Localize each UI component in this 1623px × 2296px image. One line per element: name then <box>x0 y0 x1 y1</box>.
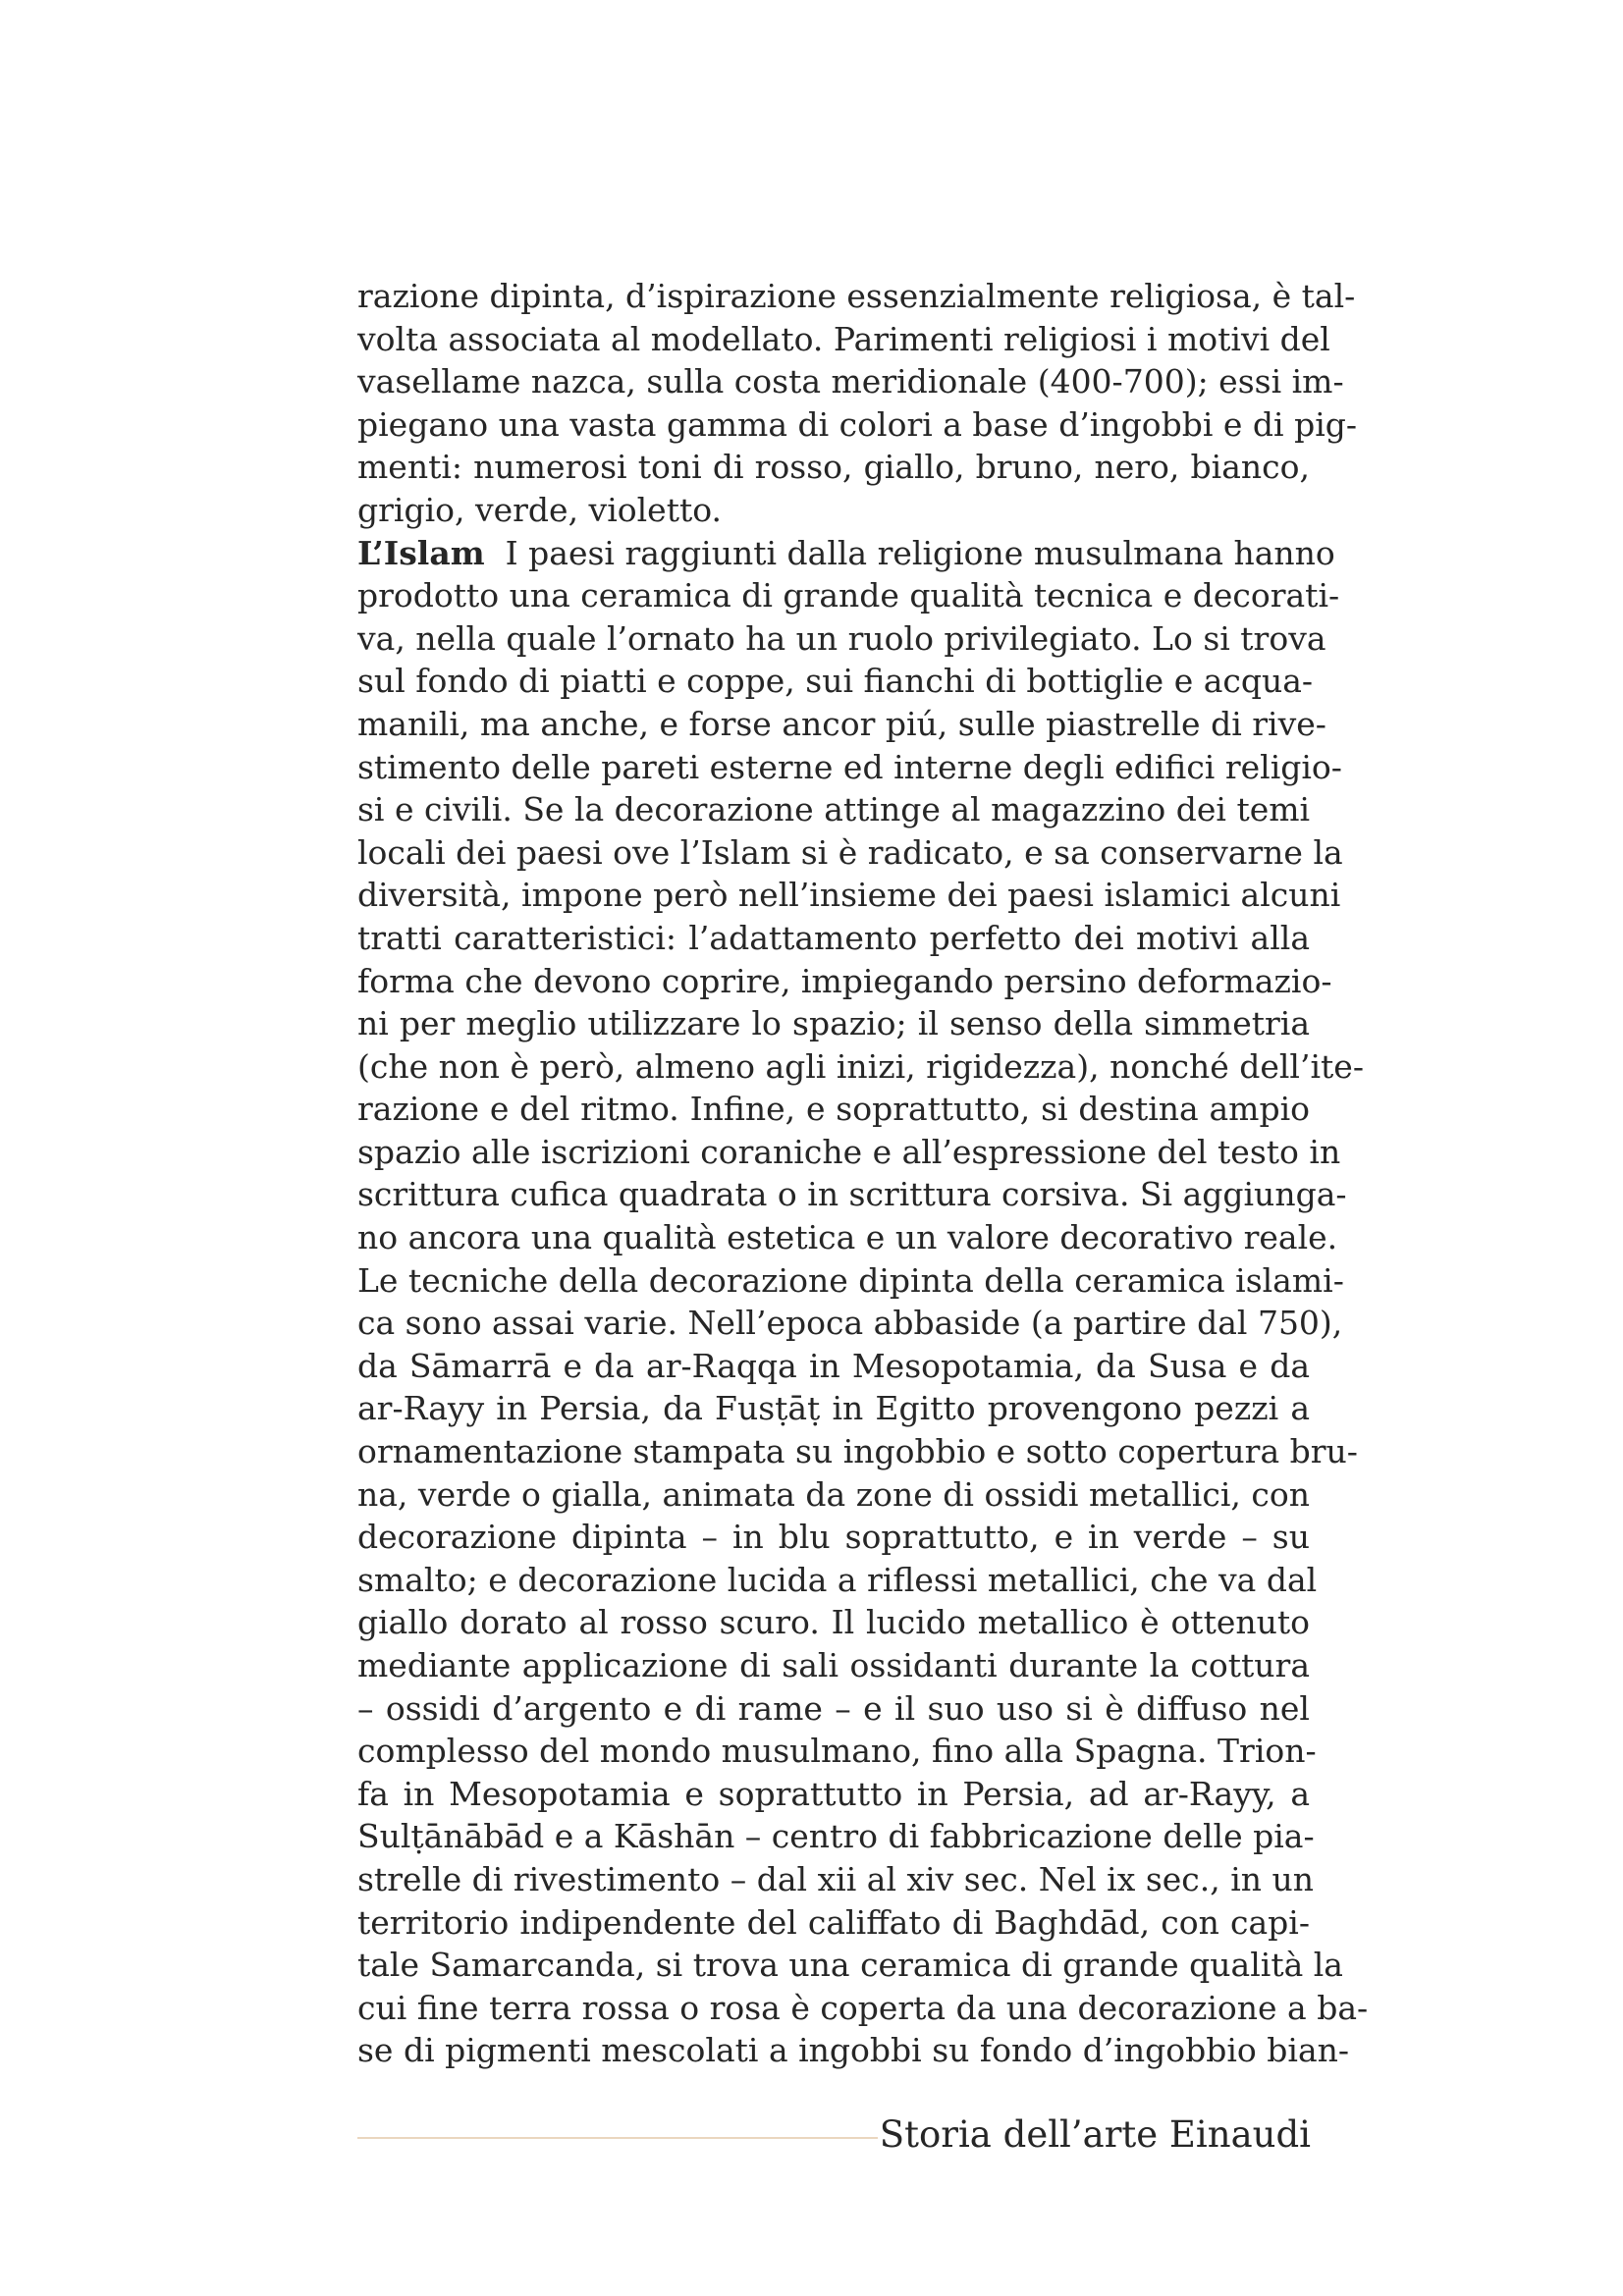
text-line: decorazione dipinta – in blu soprattutto, e in verde – su <box>357 1518 1310 1557</box>
text-line: grigio, verde, violetto. <box>357 490 723 529</box>
text-line: si e civili. Se la decorazione attinge al magazzino dei temi <box>357 790 1311 829</box>
text-line: smalto; e decorazione lucida a riflessi metallici, che va dal <box>357 1560 1318 1599</box>
text-line: strelle di rivestimento – dal xii al xiv sec. Nel ix sec., in un <box>357 1859 1315 1898</box>
footer-title: Storia dell’arte Einaudi <box>879 2113 1311 2156</box>
section-heading: L’Islam <box>357 533 485 572</box>
text-line: diversità, impone però nell’insieme dei paesi islamici alcuni <box>357 876 1341 915</box>
text-line: territorio indipendente del califfato di Baghdād, con capi- <box>357 1902 1310 1942</box>
text-line: mediante applicazione di sali ossidanti durante la cottura <box>357 1646 1310 1684</box>
text-line: complesso del mondo musulmano, fino alla Spagna. Trion- <box>357 1732 1317 1771</box>
text-line: ni per meglio utilizzare lo spazio; il senso della simmetria <box>357 1004 1310 1043</box>
text-line: piegano una vasta gamma di colori a base d’ingobbi e di pig- <box>357 404 1358 444</box>
text-line: ca sono assai varie. Nell’epoca abbaside (a partire dal 750), <box>357 1304 1343 1343</box>
text-line: scrittura cufica quadrata o in scrittura corsiva. Si aggiunga- <box>357 1175 1347 1214</box>
text-line: Le tecniche della decorazione dipinta della ceramica islami- <box>357 1260 1344 1300</box>
text-line: spazio alle iscrizioni coraniche e all’espressione del testo in <box>357 1132 1341 1171</box>
footer-divider <box>357 2137 878 2139</box>
text-line: tratti caratteristici: l’adattamento perfetto dei motivi alla <box>357 918 1310 957</box>
text-line: prodotto una ceramica di grande qualità tecnica e decorati- <box>357 576 1340 615</box>
text-line: manili, ma anche, e forse ancor piú, sulle piastrelle di rive- <box>357 704 1326 743</box>
text-line: sul fondo di piatti e coppe, sui fianchi di bottiglie e acqua- <box>357 662 1314 701</box>
text-line: – ossidi d’argento e di rame – e il suo uso si è diffuso nel <box>357 1688 1310 1728</box>
body-text <box>357 275 1369 2072</box>
text-line: razione e del ritmo. Infine, e soprattutto, si destina ampio <box>357 1090 1310 1129</box>
text-line: forma che devono coprire, impiegando persino deformazio- <box>357 961 1332 1000</box>
text-line: volta associata al modellato. Parimenti religiosi i motivi del <box>357 319 1330 358</box>
text-line: ornamentazione stampata su ingobbio e sotto copertura bru- <box>357 1432 1358 1471</box>
text-line: vasellame nazca, sulla costa meridionale (400-700); essi im- <box>357 362 1344 401</box>
text-line: da Sāmarrā e da ar-Raqqa in Mesopotamia, da Susa e da <box>357 1346 1310 1385</box>
text-line <box>357 532 1335 575</box>
text-line: cui fine terra rossa o rosa è coperta da una decorazione a ba- <box>357 1988 1369 2027</box>
text-line: razione dipinta, d’ispirazione essenzialmente religiosa, è tal- <box>357 277 1356 315</box>
text-line: Sulṭānābād e a Kāshān – centro di fabbricazione delle pia- <box>357 1817 1315 1856</box>
text-line: locali dei paesi ove l’Islam si è radicato, e sa conservarne la <box>357 832 1343 872</box>
text-line: giallo dorato al rosso scuro. Il lucido metallico è ottenuto <box>357 1603 1310 1642</box>
text-line: tale Samarcanda, si trova una ceramica di grande qualità la <box>357 1946 1343 1985</box>
text-line: stimento delle pareti esterne ed interne degli edifici religio- <box>357 747 1342 786</box>
text-line: ar-Rayy in Persia, da Fusṭāṭ in Egitto provengono pezzi a <box>357 1389 1310 1428</box>
text-line: fa in Mesopotamia e soprattutto in Persia, ad ar-Rayy, a <box>357 1774 1310 1813</box>
text-line: va, nella quale l’ornato ha un ruolo privilegiato. Lo si trova <box>357 618 1326 658</box>
text-line: se di pigmenti mescolati a ingobbi su fondo d’ingobbio bian- <box>357 2031 1350 2070</box>
text-line: menti: numerosi toni di rosso, giallo, bruno, nero, bianco, <box>357 448 1310 487</box>
text-line: (che non è però, almeno agli inizi, rigidezza), nonché dell’ite- <box>357 1046 1364 1086</box>
text-line: no ancora una qualità estetica e un valore decorativo reale. <box>357 1218 1338 1257</box>
text-line: na, verde o gialla, animata da zone di ossidi metallici, con <box>357 1474 1310 1514</box>
text-line-content: I paesi raggiunti dalla religione musulmana hanno <box>505 533 1335 572</box>
